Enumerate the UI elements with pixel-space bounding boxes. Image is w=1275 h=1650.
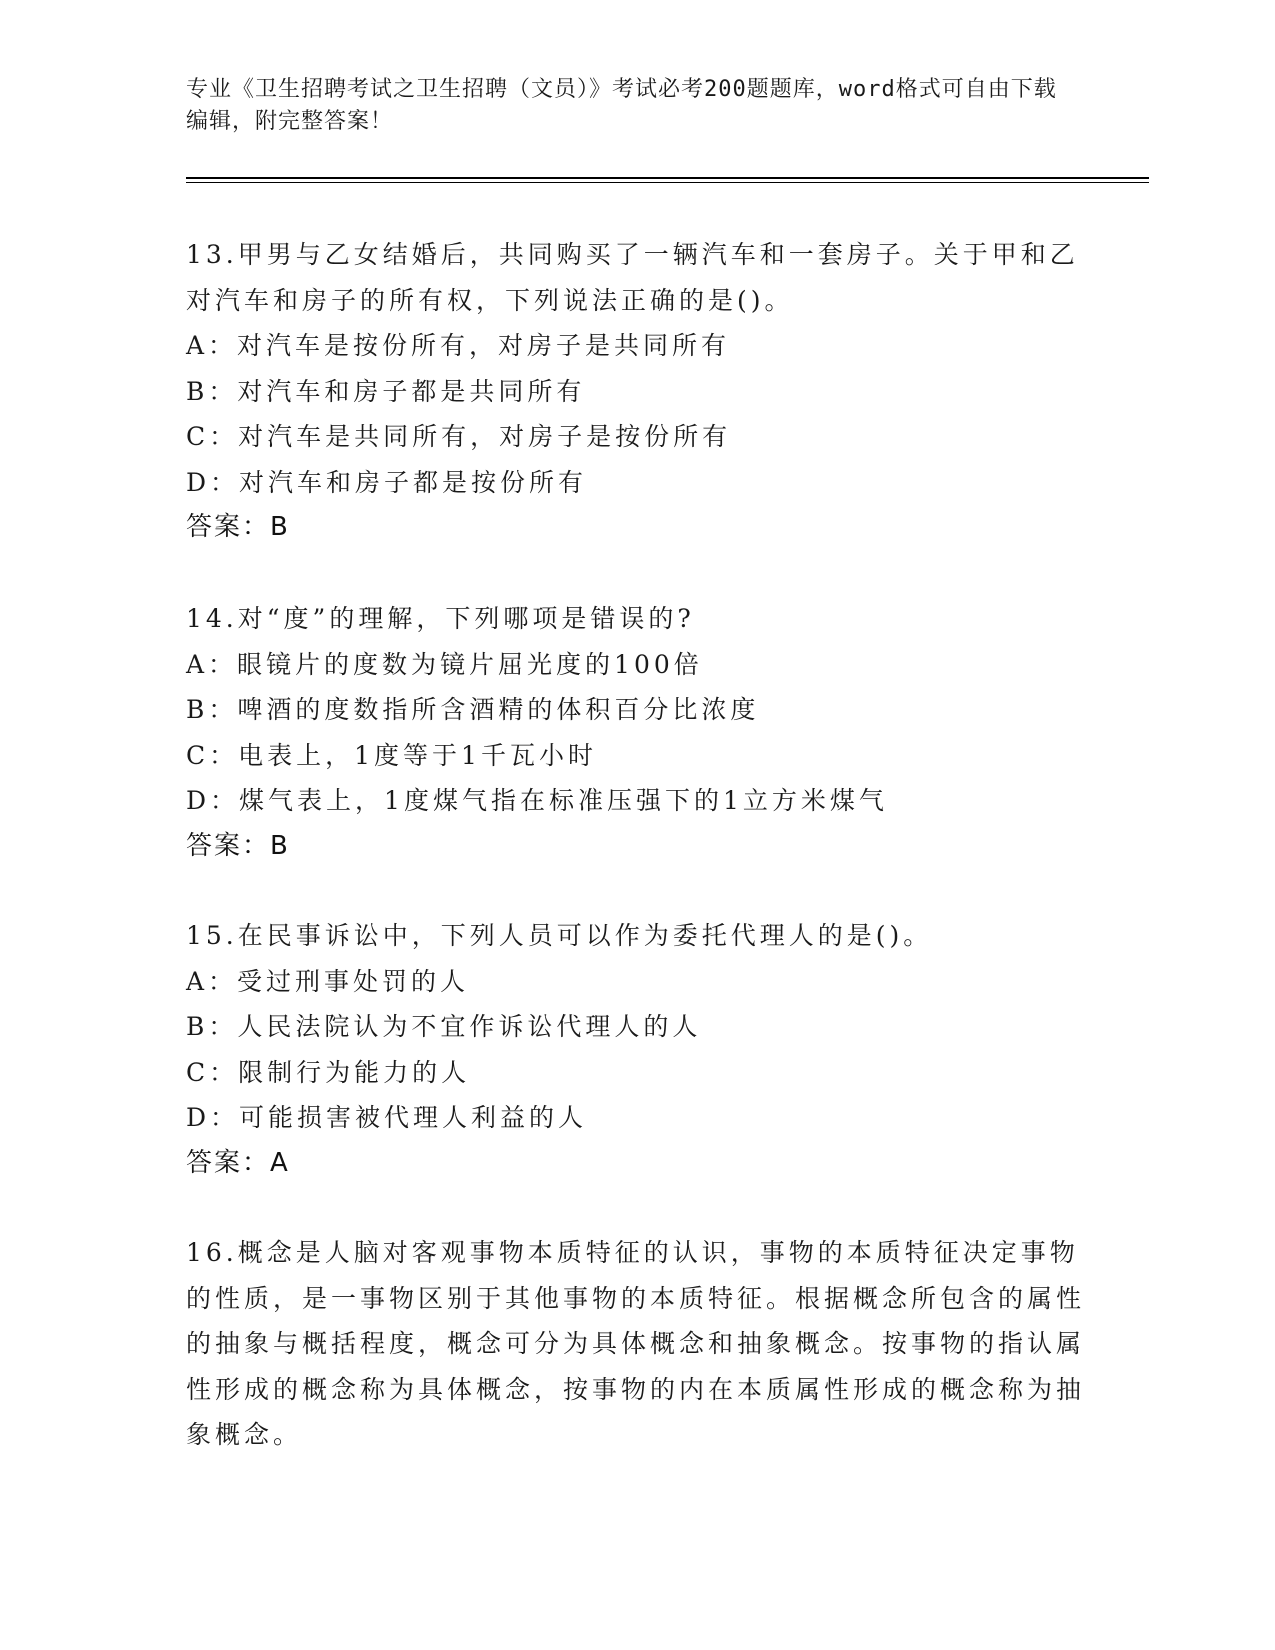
question-13 bbox=[186, 232, 1086, 551]
header-rule-thin bbox=[186, 182, 1149, 183]
question-stem: 15.在民事诉讼中，下列人员可以作为委托代理人的是()。 bbox=[186, 921, 933, 950]
header-rule-thick bbox=[186, 177, 1149, 179]
question-14 bbox=[186, 596, 1086, 869]
option-c: C：对汽车是共同所有，对房子是按份所有 bbox=[186, 422, 732, 451]
answer-line: 答案：B bbox=[186, 512, 290, 542]
option-c: C：限制行为能力的人 bbox=[186, 1057, 471, 1087]
option-b: B：啤酒的度数指所含酒精的体积百分比浓度 bbox=[186, 695, 760, 724]
option-b: B：人民法院认为不宜作诉讼代理人的人 bbox=[186, 1012, 702, 1041]
option-a: A：眼镜片的度数为镜片屈光度的100倍 bbox=[186, 649, 703, 679]
option-d: D：可能损害被代理人利益的人 bbox=[186, 1103, 588, 1132]
option-d: D：对汽车和房子都是按份所有 bbox=[186, 467, 588, 497]
option-b: B：对汽车和房子都是共同所有 bbox=[186, 376, 586, 406]
answer-line: 答案：A bbox=[186, 1147, 290, 1178]
question-16 bbox=[186, 1230, 1086, 1458]
option-a: A：对汽车是按份所有，对房子是共同所有 bbox=[186, 331, 731, 360]
question-stem: 16.概念是人脑对客观事物本质特征的认识，事物的本质特征决定事物的性质，是一事物区别于其他事物的本质特征。根据概念所包含的属性的抽象与概括程度，概念可分为具体概念和抽象概念。按事物的指认属性形成的概念称为具体概念，按事物的内在本质属性形成的概念称为抽象概念。 bbox=[186, 1238, 1086, 1449]
question-15 bbox=[186, 913, 1086, 1186]
option-d: D：煤气表上，1度煤气指在标准压强下的1立方米煤气 bbox=[186, 786, 888, 815]
question-stem: 13.甲男与乙女结婚后，共同购买了一辆汽车和一套房子。关于甲和乙对汽车和房子的所有权，下列说法正确的是()。 bbox=[186, 240, 1079, 315]
document-header: 专业《卫生招聘考试之卫生招聘（文员）》考试必考200题题库，word格式可自由下载编辑，附完整答案！ bbox=[186, 77, 1057, 134]
option-a: A：受过刑事处罚的人 bbox=[186, 966, 470, 996]
option-c: C：电表上，1度等于1千瓦小时 bbox=[186, 740, 597, 770]
question-stem: 14.对“度”的理解，下列哪项是错误的? bbox=[186, 604, 695, 633]
answer-line: 答案：B bbox=[186, 830, 290, 861]
